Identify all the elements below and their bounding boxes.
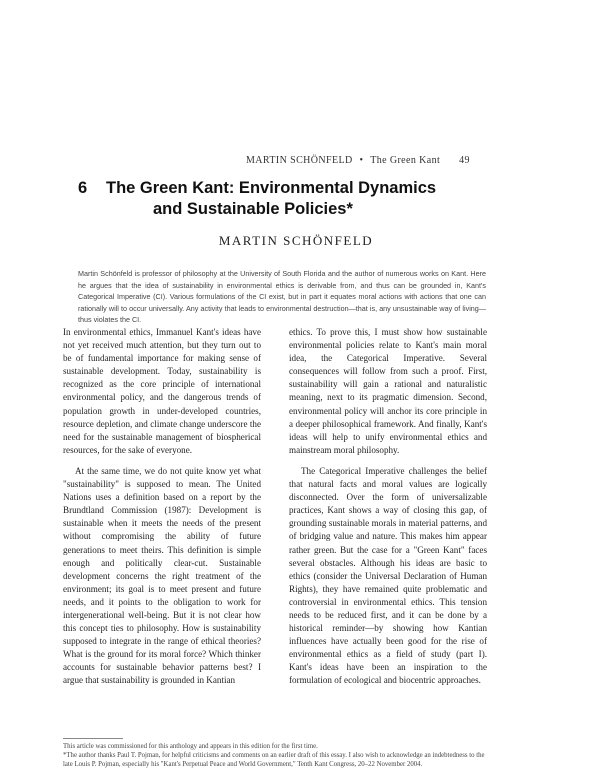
body-column-left (63, 326, 261, 696)
body-paragraph: ethics. To prove this, I must show how sustainable environmental policies relate to Kant's main moral idea, the Categorical Imperative. Several consequences will follow from such a proof. First, sustainability will gain a rational and naturalistic meaning, next to its pragmatic dimension. Second, environmental policy will anchor its core principle in a deeper philosophical framework. And finally, Kant's ideas will help to unify environmental ethics and mainstream moral philosophy. (289, 327, 487, 455)
running-head (246, 155, 470, 166)
body-column-right (289, 326, 487, 696)
body-paragraph: At the same time, we do not quite know yet what "sustainability" is supposed to mean. The United Nations uses a definition based on a report by the Brundtland Commission (1987): Development is sustainable when it meets the needs of the present without compromising the ability of future generations to meet theirs. This definition is simple enough and politically clear-cut. Sustainable development concerns the right treatment of the environment; its goal is to meet present and future needs, and it points to the obligation to work for intergenerational well-being. But it is not clear how this concept ties to philosophy. How is sustainability supposed to integrate in the range of ethical theories? What is the ground for its moral force? Which thinker accounts for sustainable behavior patterns best? I argue that sustainability is grounded in Kantian (63, 465, 261, 686)
running-head-title: The Green Kant (370, 155, 441, 166)
running-head-author: MARTIN SCHÖNFELD (246, 155, 353, 166)
chapter-author: MARTIN SCHÖNFELD (218, 233, 374, 248)
body-paragraph: The Categorical Imperative challenges the belief that natural facts and moral values are logically disconnected. Over the form of universalizable practices, Kant shows a way of closing this gap, of grounding sustainable morals in material patterns, and of bridging value and nature. This makes him appear rather green. But the case for a "Green Kant" faces several obstacles. Although his ideas are basic to ethics (consider the Universal Declaration of Human Rights), they have remained quite problematic and controversial in environmental ethics. This tension needs to be reduced first, and it can be done by a historical reminder—by showing how Kantian influences have actually been good for the rise of environmental ethics as a field of study (part I). Kant's ideas have been an inspiration to the formulation of ecological and biocentric approaches. (289, 465, 487, 686)
chapter-title-line2: and Sustainable Policies* (153, 200, 353, 218)
chapter-title-line1: The Green Kant: Environmental Dynamics (106, 179, 437, 197)
footnote: This article was commissioned for this anthology and appears in this edition for the first time. (63, 743, 318, 750)
footnotes (63, 742, 489, 769)
abstract: Martin Schönfeld is professor of philosophy at the University of South Florida and the author of numerous works on Kant. Here he argues that the idea of sustainability in environmental ethics is derivable from, and thus can be grounded in, Kant's Categorical Imperative (CI). Various formulations of the CI exist, but in part it equates moral actions with actions that one can rationally will to occur universally. Any activity that leads to environmental destruction—that is, any unsustainable way of living—thus violates the CI. (78, 269, 486, 325)
chapter-title (66, 178, 476, 220)
page-number: 49 (459, 155, 470, 166)
chapter-number: 6 (78, 179, 88, 197)
footnote-divider (63, 738, 123, 739)
footnote: *The author thanks Paul T. Pojman, for helpful criticisms and comments on an earlier draft of this essay. I also wish to acknowledge an indebtedness to the late Louis P. Pojman, especially his "Kant's Perpetual Peace and World Government," Tenth Kant Congress, 20–22 November 2004. (63, 752, 485, 768)
body-paragraph: In environmental ethics, Immanuel Kant's ideas have not yet received much attention, but they turn out to be of fundamental importance for making sense of sustainable development. Today, sustainability is recognized as the core principle of international environmental policy, and the dangerous trends of population growth in under-developed countries, resource depletion, and climate change underscore the need for the sustainable management of biospherical resources, for the sake of everyone. (63, 327, 261, 455)
running-head-separator: • (359, 155, 364, 166)
